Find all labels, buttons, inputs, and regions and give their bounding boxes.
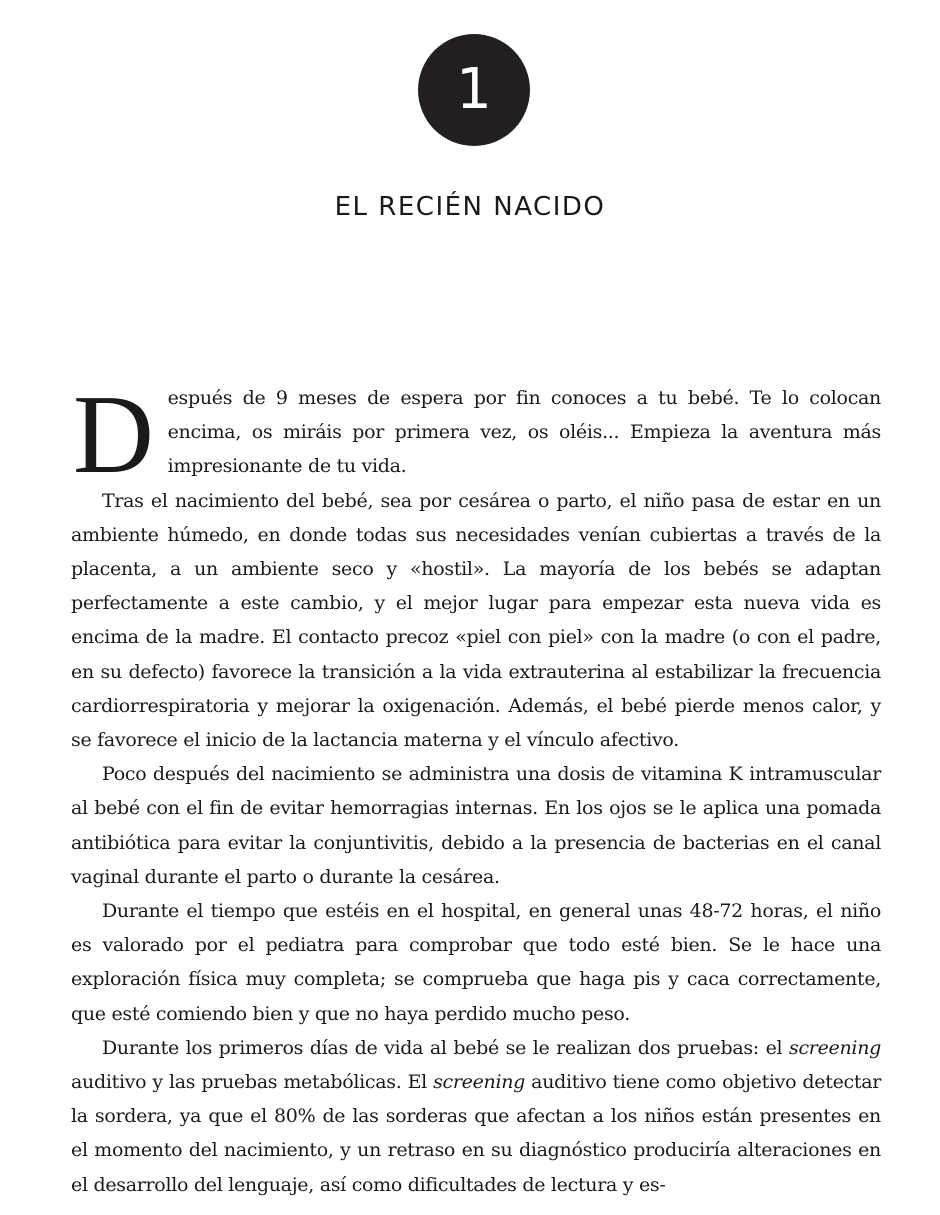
- paragraph-5: [71, 1031, 881, 1202]
- paragraph-2: Tras el nacimiento del bebé, sea por cesárea o parto, el niño pasa de estar en un ambiente húmedo, en donde todas sus necesidades venían cubiertas a través de la placenta, a un ambiente seco y «hostil». La mayoría de los bebés se adaptan perfectamente a este cambio, y el mejor lugar para empezar esta nueva vida es encima de la madre. El contacto precoz «piel con piel» con la madre (o con el padre, en su defecto) favorece la transición a la vida extrauterina al estabilizar la frecuencia cardiorrespiratoria y mejorar la oxigenación. Además, el bebé pierde menos calor, y se favorece el inicio de la lactancia materna y el vínculo afectivo.: [71, 489, 881, 752]
- paragraph-1: [71, 373, 881, 497]
- paragraph-5-part-2: auditivo y las pruebas metabólicas. El: [71, 1071, 434, 1094]
- drop-cap: D: [73, 373, 154, 497]
- paragraph-4: Durante el tiempo que estéis en el hospital, en general unas 48-72 horas, el niño es valorado por el pediatra para comprobar que todo esté bien. Se le hace una exploración física muy completa; se comprueba que haga pis y caca correctamente, que esté comiendo bien y que no haya perdido mucho peso.: [71, 900, 881, 1025]
- chapter-body: [71, 373, 882, 1202]
- chapter-number: 1: [456, 57, 492, 122]
- paragraph-1-text: espués de 9 meses de espera por fin conoces a tu bebé. Te lo colocan encima, os miráis por primera vez, os oléis... Empieza la aventura más impresionante de tu vida.: [167, 387, 881, 478]
- paragraph-5-part-3: auditivo tiene como objetivo detectar la sordera, ya que el 80% de las sorderas que afectan a los niños están presentes en el momento del nacimiento, y un retraso en su diagnóstico produciría alteraciones en el desarrollo del lenguaje, así como dificultades de lectura y es-: [71, 1071, 882, 1196]
- chapter-number-badge: [418, 34, 530, 146]
- paragraph-5-italic-2: screening: [433, 1071, 526, 1094]
- paragraph-5-italic-1: screening: [789, 1036, 881, 1059]
- paragraph-5-part-1: Durante los primeros días de vida al bebé se le realizan dos pruebas: el: [102, 1036, 790, 1059]
- chapter-title: EL RECIÉN NACIDO: [334, 192, 606, 222]
- paragraph-3: Poco después del nacimiento se administra una dosis de vitamina K intramuscular al bebé con el fin de evitar hemorragias internas. En los ojos se le aplica una pomada antibiótica para evitar la conjuntivitis, debido a la presencia de bacterias en el canal vaginal durante el parto o durante la cesárea.: [71, 763, 881, 888]
